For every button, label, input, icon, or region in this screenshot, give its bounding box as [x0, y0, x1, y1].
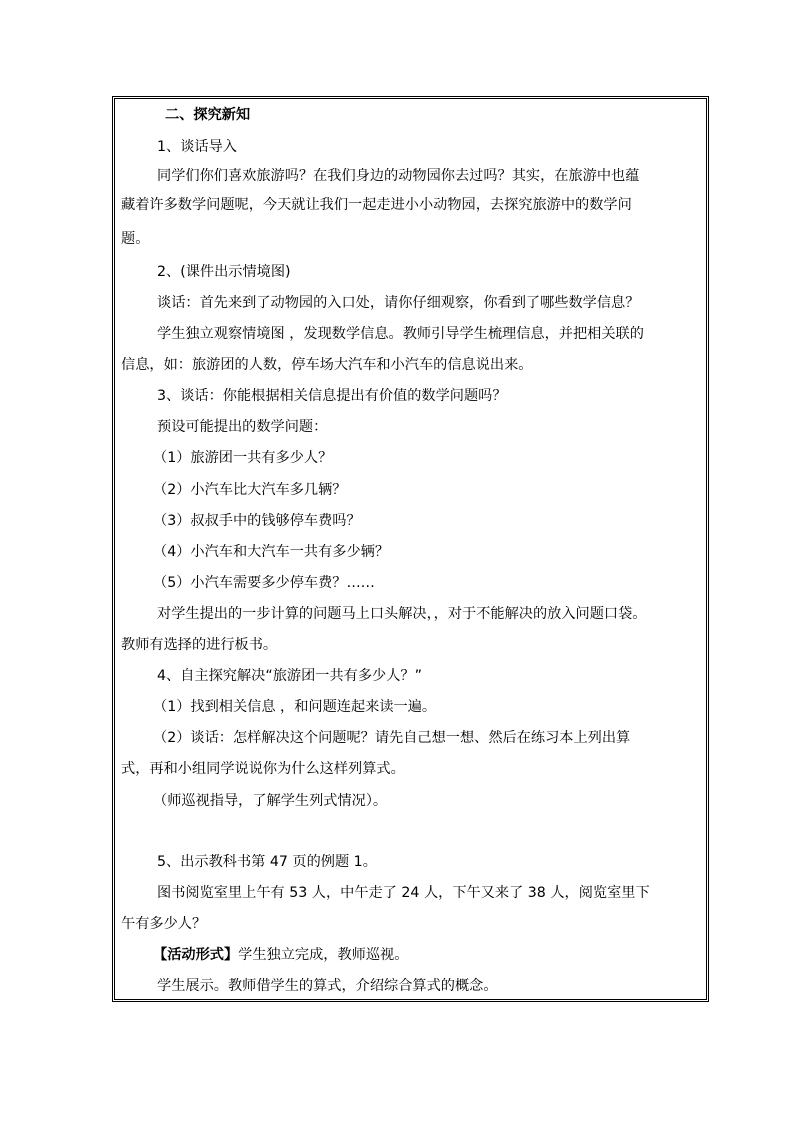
step1-paragraph-line1: 同学们你们喜欢旅游吗？在我们身边的动物园你去过吗？其实，在旅游中也蕴	[157, 168, 640, 184]
question-item: （3）叔叔手中的钱够停车费吗？	[153, 513, 361, 529]
step3-title: 3、谈话：你能根据相关信息提出有价值的数学问题吗？	[157, 388, 507, 404]
step1-title: 1、谈话导入	[157, 139, 237, 155]
step5-paragraph-line1: 图书阅览室里上午有 53 人，中午走了 24 人，下午又来了 38 人，阅览室里下	[157, 885, 650, 901]
activity-line	[153, 945, 408, 965]
section-heading: 二、探究新知	[165, 107, 251, 123]
question-item: （4）小汽车和大汽车一共有多少辆？	[153, 544, 390, 560]
activity-text: 学生独立完成，教师巡视。	[238, 947, 409, 963]
lesson-table-cell	[112, 96, 709, 1002]
question-item: （1）旅游团一共有多少人？	[153, 450, 333, 466]
activity-label: 【活动形式】	[153, 947, 239, 963]
question-item: （5）小汽车需要多少停车费？……	[153, 575, 375, 591]
step3-intro: 预设可能提出的数学问题：	[157, 419, 328, 435]
step4-item-2-line1: （2）谈话：怎样解决这个问题呢？请先自己想一想、然后在练习本上列出算	[153, 730, 631, 746]
step4-title: 4、自主探究解决“旅游团一共有多少人？”	[157, 668, 422, 684]
step2-title: 2、(课件出示情境图)	[157, 264, 291, 280]
step3-paragraph-line2: 教师有选择的进行板书。	[121, 637, 278, 653]
step5-conclusion: 学生展示。教师借学生的算式，介绍综合算式的概念。	[157, 978, 498, 994]
step4-item-1: （1）找到相关信息 ，和问题连起来读一遍。	[153, 699, 437, 715]
question-item: （2）小汽车比大汽车多几辆？	[153, 482, 347, 498]
step1-paragraph-line3: 题。	[121, 231, 150, 247]
step2-paragraph-line1: 学生独立观察情境图 ，发现数学信息。教师引导学生梳理信息，并把相关联的	[157, 326, 644, 342]
step3-paragraph-line1: 对学生提出的一步计算的问题马上口头解决，，对于不能解决的放入问题口袋。	[157, 606, 647, 622]
step5-title: 5、出示教科书第 47 页的例题 1。	[157, 854, 377, 870]
step2-paragraph-line2: 信息，如：旅游团的人数，停车场大汽车和小汽车的信息说出来。	[121, 357, 533, 373]
step2-talk: 谈话：首先来到了动物园的入口处，请你仔细观察，你看到了哪些数学信息？	[157, 295, 640, 311]
step4-item-3: （师巡视指导，了解学生列式情况）。	[153, 793, 388, 809]
step4-item-2-line2: 式，再和小组同学说说你为什么这样列算式。	[121, 761, 405, 777]
step5-paragraph-line2: 午有多少人？	[121, 916, 207, 932]
step1-paragraph-line2: 藏着许多数学问题呢，今天就让我们一起走进小小动物园，去探究旅游中的数学问	[121, 197, 632, 213]
